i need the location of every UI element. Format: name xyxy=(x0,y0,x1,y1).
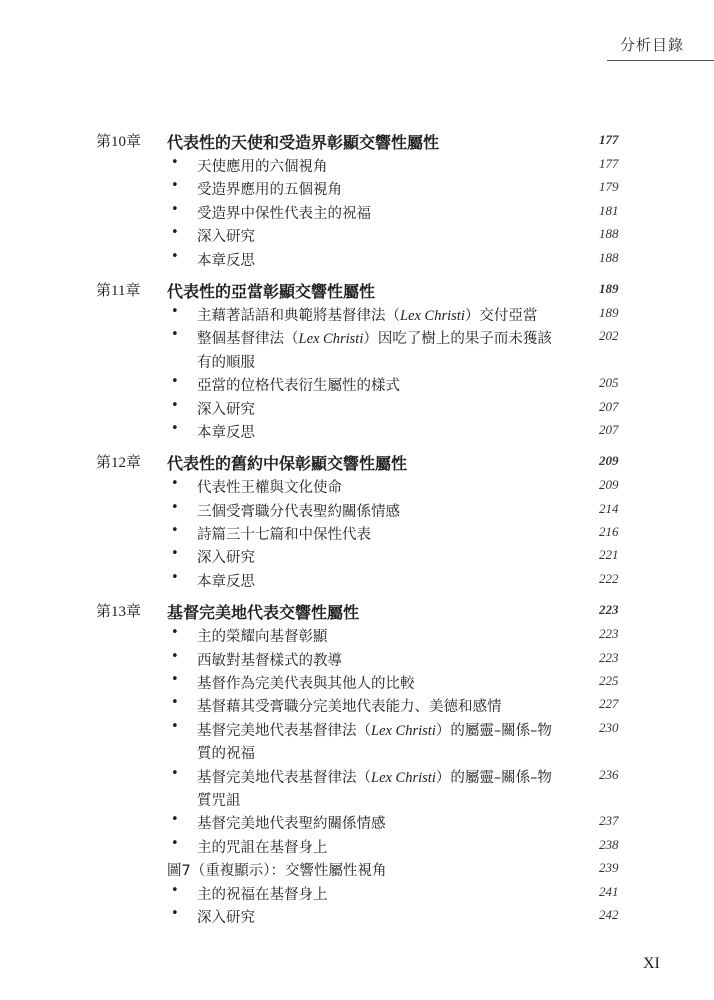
entry-text xyxy=(197,766,552,787)
toc-entry[interactable] xyxy=(0,905,714,928)
page-ref: 189 xyxy=(599,280,619,296)
chapter-title[interactable]: 代表性的天使和受造界彰顯交響性屬性 xyxy=(167,133,440,152)
bullet-marker: • xyxy=(171,420,179,436)
bullet-marker: • xyxy=(171,546,179,562)
toc-entry[interactable] xyxy=(0,373,714,396)
entry-text xyxy=(197,719,552,740)
entry-text xyxy=(197,304,537,325)
page-ref: 225 xyxy=(599,673,619,689)
bullet-marker: • xyxy=(171,523,179,539)
entry-text: 基督完美地代表聖約關係情感 xyxy=(197,816,386,833)
entry-text: 詩篇三十七篇和中保性代表 xyxy=(197,527,371,544)
entry-text-part: 主藉著話語和典範將基督律法（ xyxy=(197,307,400,324)
header-rule xyxy=(607,60,714,61)
toc-entry[interactable] xyxy=(0,522,714,545)
entry-text: 主的咒詛在基督身上 xyxy=(197,839,328,856)
chapter-heading[interactable] xyxy=(0,279,714,303)
page-ref: 209 xyxy=(599,453,619,469)
bullet-marker: • xyxy=(171,672,179,688)
bullet-marker: • xyxy=(171,327,179,343)
entry-text-part: ）的屬靈–關係–物 xyxy=(435,769,552,786)
bullet-marker: • xyxy=(171,201,179,217)
entry-text: 本章反思 xyxy=(197,252,255,269)
latin-term: Lex Christi xyxy=(371,722,436,739)
bullet-marker: • xyxy=(171,765,179,781)
chapter-title[interactable]: 代表性的舊約中保彰顯交響性屬性 xyxy=(167,454,408,474)
bullet-marker: • xyxy=(171,695,179,711)
toc-entry[interactable] xyxy=(0,499,714,522)
entry-text: 三個受膏職分代表聖約關係情感 xyxy=(197,503,400,520)
page-ref: 242 xyxy=(599,906,619,922)
entry-text: 天使應用的六個視角 xyxy=(197,159,328,175)
bullet-marker: • xyxy=(171,882,179,898)
entry-text: 基督藉其受膏職分完美地代表能力、美德和感情 xyxy=(197,699,502,716)
bullet-marker: • xyxy=(171,303,179,319)
latin-term: Lex Christi xyxy=(371,769,436,786)
bullet-marker: • xyxy=(171,835,179,851)
toc-entry-continued xyxy=(0,741,714,764)
chapter-label: 第13章 xyxy=(96,604,142,621)
page-ref: 223 xyxy=(599,626,619,642)
page-ref: 216 xyxy=(599,524,619,540)
page-ref: 238 xyxy=(599,836,619,852)
toc-entry-continued xyxy=(0,788,714,811)
entry-text: 有的順服 xyxy=(197,354,255,371)
chapter-label: 第11章 xyxy=(96,282,141,299)
page-ref: 236 xyxy=(599,766,619,782)
bullet-marker: • xyxy=(171,648,179,664)
latin-term: Lex Christi xyxy=(298,331,364,348)
bullet-marker: • xyxy=(171,812,179,828)
entry-text: 深入研究 xyxy=(197,909,255,926)
page-ref: 241 xyxy=(599,883,619,899)
toc-entry[interactable] xyxy=(0,177,714,200)
page-ref: 181 xyxy=(599,202,619,218)
entry-text: 本章反思 xyxy=(197,424,255,441)
entry-text: 質的祝福 xyxy=(197,746,255,763)
bullet-marker: • xyxy=(171,397,179,413)
entry-text: 亞當的位格代表衍生屬性的樣式 xyxy=(197,378,400,395)
toc-entry[interactable] xyxy=(0,811,714,834)
toc-entry[interactable] xyxy=(0,648,714,671)
toc-entry[interactable] xyxy=(0,201,714,224)
entry-text: 西敏對基督樣式的教導 xyxy=(197,652,342,669)
entry-text-part: 基督完美地代表基督律法（ xyxy=(197,769,371,786)
bullet-marker: • xyxy=(171,374,179,390)
page-ref: 222 xyxy=(599,570,619,586)
page-ref: 179 xyxy=(599,179,619,195)
page-ref: 202 xyxy=(599,328,619,344)
entry-text: 質咒詛 xyxy=(197,792,241,809)
toc-entry[interactable] xyxy=(0,545,714,568)
bullet-marker: • xyxy=(171,248,179,264)
toc-entry[interactable] xyxy=(0,475,714,498)
page-ref: 177 xyxy=(599,156,619,171)
page-ref: 177 xyxy=(599,132,619,147)
bullet-marker: • xyxy=(171,178,179,194)
bullet-marker: • xyxy=(171,625,179,641)
page-ref: 189 xyxy=(599,304,619,320)
toc-entry[interactable] xyxy=(0,224,714,247)
page-ref: 214 xyxy=(599,500,619,516)
bullet-marker: • xyxy=(171,155,179,170)
entry-text-part: ）的屬靈–關係–物 xyxy=(435,722,552,739)
table-of-contents xyxy=(0,130,714,928)
toc-entry[interactable] xyxy=(0,154,714,177)
entry-text-part: ）交付亞當 xyxy=(464,307,538,324)
toc-entry-continued xyxy=(0,350,714,373)
toc-entry[interactable] xyxy=(0,882,714,905)
entry-text-part: 整個基督律法（ xyxy=(197,331,299,348)
chapter-label: 第10章 xyxy=(96,134,142,150)
chapter-title[interactable]: 基督完美地代表交響性屬性 xyxy=(167,603,360,623)
entry-text: 主的祝福在基督身上 xyxy=(197,886,328,903)
toc-entry[interactable] xyxy=(0,248,714,271)
bullet-marker: • xyxy=(171,718,179,734)
page-ref: 207 xyxy=(599,398,619,414)
page-ref: 221 xyxy=(599,547,619,563)
bullet-marker: • xyxy=(171,225,179,241)
toc-entry[interactable] xyxy=(0,420,714,443)
chapter-heading[interactable] xyxy=(0,600,714,624)
entry-text: 深入研究 xyxy=(197,229,255,246)
toc-entry[interactable] xyxy=(0,765,714,788)
entry-text: 深入研究 xyxy=(197,550,255,567)
entry-text: 基督作為完美代表與其他人的比較 xyxy=(197,676,415,693)
entry-text: 受造界應用的五個視角 xyxy=(197,182,342,199)
page-ref: 230 xyxy=(599,719,619,735)
chapter-heading[interactable] xyxy=(0,451,714,475)
toc-entry[interactable] xyxy=(0,718,714,741)
bullet-marker: • xyxy=(171,569,179,585)
entry-text: 圖7（重複顯示）：交響性屬性視角 xyxy=(167,863,387,880)
running-header: 分析目錄 xyxy=(619,36,684,54)
toc-entry[interactable] xyxy=(0,326,714,349)
toc-entry[interactable] xyxy=(0,694,714,717)
entry-text: 受造界中保性代表主的祝福 xyxy=(197,205,371,222)
entry-text: 本章反思 xyxy=(197,573,255,590)
chapter-title[interactable]: 代表性的亞當彰顯交響性屬性 xyxy=(167,281,376,301)
page-ref: 209 xyxy=(599,477,619,493)
page-ref: 223 xyxy=(599,602,619,618)
entry-text xyxy=(197,327,552,348)
entry-text: 深入研究 xyxy=(197,401,255,418)
page-ref: 188 xyxy=(599,249,619,265)
entry-text-part: ）因吃了樹上的果子而未獲該 xyxy=(363,331,552,348)
toc-entry[interactable] xyxy=(0,303,714,326)
chapter-heading[interactable] xyxy=(0,130,714,154)
page-ref: 223 xyxy=(599,649,619,665)
page-ref: 237 xyxy=(599,813,619,829)
page-ref: 207 xyxy=(599,421,619,437)
page-ref: 239 xyxy=(599,860,619,876)
page-number: XI xyxy=(643,955,660,972)
entry-text-part: 基督完美地代表基督律法（ xyxy=(197,722,371,739)
page-ref: 205 xyxy=(599,375,619,391)
toc-entry[interactable] xyxy=(0,835,714,858)
toc-entry[interactable] xyxy=(0,671,714,694)
toc-entry[interactable] xyxy=(0,624,714,647)
bullet-marker: • xyxy=(171,499,179,515)
latin-term: Lex Christi xyxy=(400,307,465,324)
bullet-marker: • xyxy=(171,476,179,492)
toc-entry[interactable] xyxy=(0,397,714,420)
entry-text: 代表性王權與文化使命 xyxy=(197,480,342,497)
bullet-marker: • xyxy=(171,905,179,921)
toc-entry[interactable] xyxy=(0,569,714,592)
entry-text: 主的榮耀向基督彰顯 xyxy=(197,629,328,646)
page-ref: 227 xyxy=(599,696,619,712)
toc-entry[interactable] xyxy=(0,858,714,881)
page-ref: 188 xyxy=(599,226,619,242)
chapter-label: 第12章 xyxy=(96,455,142,472)
